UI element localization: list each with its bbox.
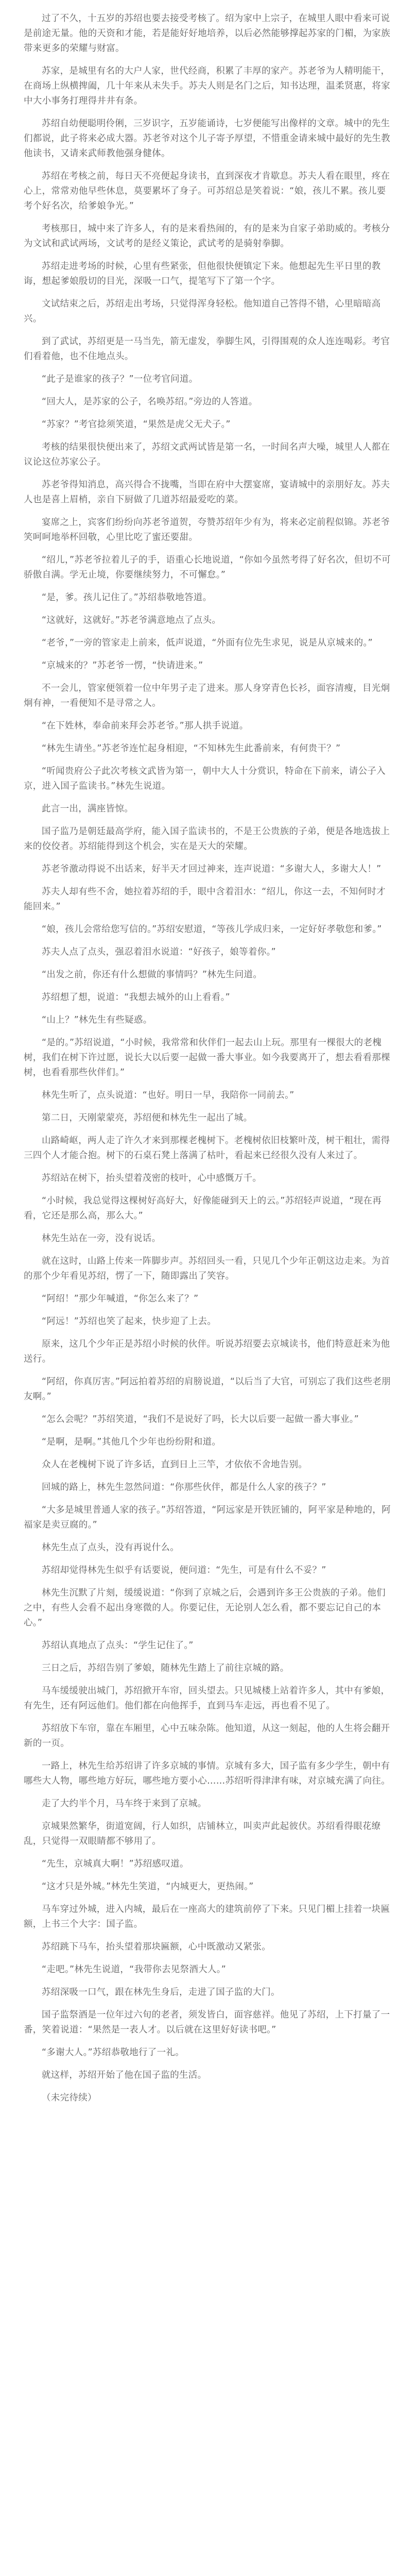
article-paragraph: 考核的结果很快便出来了，苏绍文武两试皆是第一名，一时间名声大噪，城里人人都在议论这位苏家公子。	[24, 442, 390, 467]
article-paragraph: “走吧。”林先生说道，“我带你去见祭酒大人。”	[42, 1964, 227, 1975]
article-paragraph: 林先生站在一旁，没有说话。	[42, 1233, 161, 1244]
article-paragraph: 苏绍站在树下，抬头望着茂密的枝叶，心中感慨万千。	[42, 1173, 262, 1183]
article-paragraph: 就这样，苏绍开始了他在国子监的生活。	[42, 2070, 207, 2080]
article-paragraph: 苏绍想了想，说道：“我想去城外的山上看看。”	[42, 992, 230, 1003]
article-paragraph: “多谢大人。”苏绍恭敬地行了一礼。	[42, 2047, 184, 2058]
article-paragraph: 苏老爷激动得说不出话来，好半天才回过神来，连声说道：“多谢大人，多谢大人！”	[42, 864, 381, 874]
article-paragraph: 文试结束之后，苏绍走出考场，只觉得浑身轻松。他知道自己答得不错，心里暗暗高兴。	[24, 299, 381, 324]
article-paragraph: 马车穿过外城，进入内城，最后在一座高大的建筑前停了下来。只见门楣上挂着一块匾额，上书三个大字：国子监。	[24, 1904, 390, 1929]
article-paragraph: “阿绍，你真厉害。”阿远拍着苏绍的肩膀说道，“以后当了大官，可别忘了我们这些老朋友啊。”	[24, 1377, 391, 1402]
article-paragraph: “听闻贵府公子此次考核文武皆为第一，朝中大人十分赏识，特命在下前来，请公子入京，进入国子监读书。”林先生说道。	[24, 766, 386, 791]
article-paragraph: 京城果然繁华，街道宽阔，行人如织，店铺林立，叫卖声此起彼伏。苏绍看得眼花缭乱，只觉得一双眼睛都不够用了。	[24, 1821, 381, 1846]
article-paragraph: “山上？”林先生有些疑惑。	[42, 1015, 152, 1025]
article-paragraph: 走了大约半个月，马车终于来到了京城。	[42, 1799, 207, 1809]
article-paragraph: “这就好，这就好。”苏老爷满意地点了点头。	[42, 615, 221, 625]
article-paragraph: 苏绍自幼便聪明伶俐，三岁识字，五岁能诵诗，七岁便能写出像样的文章。城中的先生们都说，此子将来必成大器。苏老爷对这个儿子寄予厚望，不惜重金请来城中最好的先生教他读书，又请来武师教他强身健体。	[24, 118, 390, 159]
article-paragraph: 山路崎岖，两人走了许久才来到那棵老槐树下。老槐树依旧枝繁叶茂，树干粗壮，需得三四个人才能合抱。树下的石桌石凳上落满了枯叶，看起来已经很久没有人来过了。	[24, 1136, 390, 1161]
article-paragraph: 考核那日，城中来了许多人，有的是来看热闹的，有的是来为自家子弟助威的。考核分为文试和武试两场，文试考的是经义策论，武试考的是骑射拳脚。	[24, 224, 390, 249]
article-paragraph: “是的。”苏绍说道，“小时候，我常常和伙伴们一起去山上玩。那里有一棵很大的老槐树，我们在树下许过愿，说长大以后要一起做一番大事业。如今我要离开了，想去看看那棵树，也看看那些伙伴们。”	[24, 1038, 390, 1078]
article-paragraph: 苏绍却觉得林先生似乎有话要说，便问道：“先生，可是有什么不妥？”	[42, 1565, 326, 1575]
article-paragraph: “怎么会呢？”苏绍笑道，“我们不是说好了吗，长大以后要一起做一番大事业。”	[42, 1414, 359, 1425]
article-paragraph: “娘，孩儿会常给您写信的。”苏绍安慰道，“等孩儿学成归来，一定好好孝敬您和爹。”	[42, 924, 382, 935]
article-paragraph: 林先生点了点头，没有再说什么。	[42, 1543, 179, 1553]
article-paragraph: “是，爹。孩儿记住了。”苏绍恭敬地答道。	[42, 592, 212, 603]
article-paragraph: “阿绍！”那少年喊道，“你怎么来了？”	[42, 1294, 199, 1304]
article-paragraph: “老爷，”一旁的管家走上前来，低声说道，“外面有位先生求见，说是从京城来的。”	[42, 638, 373, 648]
article-paragraph: 原来，这几个少年正是苏绍小时候的伙伴。听说苏绍要去京城读书，他们特意赶来为他送行。	[24, 1339, 390, 1364]
article-paragraph: 一路上，林先生给苏绍讲了许多京城的事情。京城有多大，国子监有多少学生，朝中有哪些大人物，哪些地方好玩，哪些地方要小心……苏绍听得津津有味，对京城充满了向往。	[24, 1761, 390, 1786]
article-paragraph: 回城的路上，林先生忽然问道：“你那些伙伴，都是什么人家的孩子？”	[42, 1482, 326, 1493]
article-paragraph: 苏老爷得知消息，高兴得合不拢嘴，当即在府中大摆宴席，宴请城中的亲朋好友。苏夫人也是喜上眉梢，亲自下厨做了几道苏绍最爱吃的菜。	[24, 480, 390, 505]
article-paragraph: 苏绍跳下马车，抬头望着那块匾额，心中既激动又紧张。	[42, 1942, 271, 1952]
article-paragraph: “此子是谁家的孩子？”一位考官问道。	[42, 374, 198, 384]
article-paragraph: 国子监祭酒是一位年过六旬的老者，须发皆白，面容慈祥。他见了苏绍，上下打量了一番，笑着说道：“果然是一表人才。以后就在这里好好读书吧。”	[24, 2010, 390, 2035]
article-paragraph: 苏夫人却有些不舍，她拉着苏绍的手，眼中含着泪水：“绍儿，你这一去，不知何时才能回来。”	[24, 887, 386, 912]
article-paragraph: 苏绍放下车帘，靠在车厢里，心中五味杂陈。他知道，从这一刻起，他的人生将会翻开新的一页。	[24, 1723, 390, 1749]
article-paragraph: “小时候，我总觉得这棵树好高好大，好像能碰到天上的云。”苏绍轻声说道，“现在再看，它还是那么高，那么大。”	[24, 1196, 382, 1221]
article-paragraph: 到了武试，苏绍更是一马当先，箭无虚发，拳脚生风，引得围观的众人连连喝彩。考官们看着他，也不住地点头。	[24, 336, 390, 362]
article-paragraph: 国子监乃是朝廷最高学府，能入国子监读书的，不是王公贵族的子弟，便是各地选拔上来的佼佼者。苏绍能得到这个机会，实在是天大的荣耀。	[24, 826, 390, 852]
article-paragraph: 苏绍深吸一口气，跟在林先生身后，走进了国子监的大门。	[42, 1987, 280, 1997]
article-paragraph: 林先生沉默了片刻，缓缓说道：“你到了京城之后，会遇到许多王公贵族的子弟。他们之中，有些人会看不起出身寒微的人。你要记住，无论别人怎么看，都不要忘记自己的本心。”	[24, 1588, 386, 1628]
article-paragraph: “出发之前，你还有什么想做的事情吗？”林先生问道。	[42, 970, 263, 980]
article-paragraph: 马车缓缓驶出城门，苏绍掀开车帘，回头望去。只见城楼上站着许多人，其中有爹娘，有先生，还有阿远他们。他们都在向他挥手，直到马车走远，再也看不见了。	[24, 1686, 390, 1711]
article-paragraph: 众人在老槐树下说了许多话，直到日上三竿，才依依不舍地告别。	[42, 1460, 308, 1470]
article-paragraph: 第二日，天刚蒙蒙亮，苏绍便和林先生一起出了城。	[42, 1113, 253, 1123]
article-paragraph: “苏家？”考官捻须笑道，“果然是虎父无犬子。”	[42, 419, 231, 430]
article-paragraph: 苏绍在考核之前，每日天不亮便起身读书，直到深夜才肯歇息。苏夫人看在眼里，疼在心上，常常劝他早些休息，莫要累坏了身子。可苏绍总是笑着说：“娘，孩儿不累。孩儿要考个好名次，给爹娘争光。”	[24, 171, 390, 211]
article-paragraph: “林先生请坐。”苏老爷连忙起身相迎，“不知林先生此番前来，有何贵干？”	[42, 743, 341, 754]
article-paragraph: 苏家，是城里有名的大户人家，世代经商，积累了丰厚的家产。苏老爷为人精明能干，在商场上纵横捭阖，几十年来从未失手。苏夫人则是名门之后，知书达理，温柔贤惠，将家中大小事务打理得井井有条。	[24, 66, 390, 106]
article-paragraph: “大多是城里普通人家的孩子。”苏绍答道，“阿远家是开铁匠铺的，阿平家是种地的，阿福家是卖豆腐的。”	[24, 1505, 391, 1530]
article-paragraph: 苏夫人点了点头，强忍着泪水说道：“好孩子，娘等着你。”	[42, 947, 276, 957]
article-paragraph: 林先生听了，点头说道：“也好。明日一早，我陪你一同前去。”	[42, 1090, 294, 1100]
article-paragraph: 就在这时，山路上传来一阵脚步声。苏绍回头一看，只见几个少年正朝这边走来。为首的那个少年看见苏绍，愣了一下，随即露出了笑容。	[24, 1256, 390, 1281]
article-paragraph: 三日之后，苏绍告别了爹娘，随林先生踏上了前往京城的路。	[42, 1663, 289, 1673]
article-paragraph: 宴席之上，宾客们纷纷向苏老爷道贺，夸赞苏绍年少有为，将来必定前程似锦。苏老爷笑呵呵地举杯回敬，心里比吃了蜜还要甜。	[24, 517, 390, 543]
article-paragraph: （未完待续）	[42, 2093, 97, 2103]
article-paragraph: 苏绍走进考场的时候，心里有些紧张，但他很快便镇定下来。他想起先生平日里的教诲，想起爹娘殷切的目光，深吸一口气，提笔写下了第一个字。	[24, 261, 381, 286]
article-paragraph: “京城来的？”苏老爷一愣，“快请进来。”	[42, 660, 203, 671]
article-paragraph: 此言一出，满座皆惊。	[42, 804, 133, 814]
article-paragraph: 苏绍认真地点了点头：“学生记住了。”	[42, 1640, 194, 1651]
article-paragraph: 不一会儿，管家便领着一位中年男子走了进来。那人身穿青色长衫，面容清瘦，目光炯炯有神，一看便知不是寻常之人。	[24, 683, 390, 708]
article-paragraph: “先生，京城真大啊！”苏绍感叹道。	[42, 1859, 189, 1869]
article-paragraph: “这才只是外城。”林先生笑道，“内城更大，更热闹。”	[42, 1882, 254, 1892]
article-paragraph: “是啊，是啊。”其他几个少年也纷纷附和道。	[42, 1437, 221, 1447]
article-paragraph: “绍儿，”苏老爷拉着儿子的手，语重心长地说道，“你如今虽然考得了好名次，但切不可骄傲自满。学无止境，你要继续努力，不可懈怠。”	[24, 555, 391, 580]
article-paragraph: “在下姓林，奉命前来拜会苏老爷。”那人拱手说道。	[42, 721, 249, 731]
article-paragraph: “阿远！”苏绍也笑了起来，快步迎了上去。	[42, 1316, 217, 1327]
article-paragraph: “回大人，是苏家的公子，名唤苏绍。”旁边的人答道。	[42, 397, 258, 407]
article-paragraph: 过了不久，十五岁的苏绍也要去接受考核了。绍为家中上宗子，在城里人眼中看来可说是前途无量。他的天资和才能，若是能好好地培养，以后必然能够撑起苏家的门楣，为家族带来更多的荣耀与财富。	[24, 13, 390, 54]
